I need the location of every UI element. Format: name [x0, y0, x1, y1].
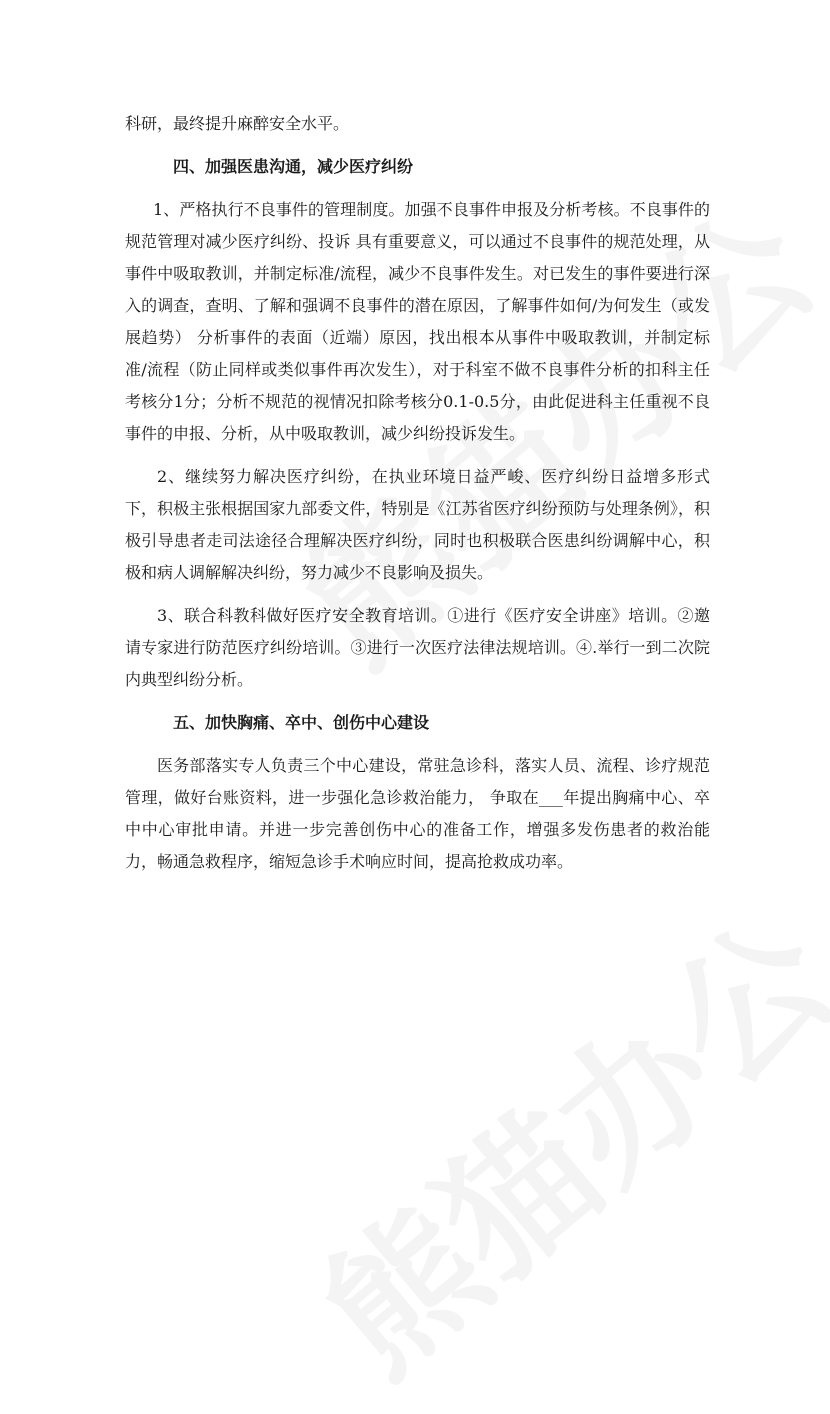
watermark: [271, 862, 830, 1413]
section-4-paragraph-3: 3、联合科教科做好医疗安全教育培训。①进行《医疗安全讲座》培训。②邀请专家进行防范医疗纠纷培训。③进行一次医疗法律法规培训。④.举行一到二次院内典型纠纷分析。: [125, 606, 710, 689]
section-4-paragraph-2: 2、继续努力解决医疗纠纷，在执业环境日益严峻、医疗纠纷日益增多形式下，积极主张根据国家九部委文件，特别是《江苏省医疗纠纷预防与处理条例》，积极引导患者走司法途径合理解决医疗纠纷，同时也积极联合医患纠纷调解中心，积极和病人调解解决纠纷，努力减少不良影响及损失。: [125, 467, 710, 582]
section-5-heading: 五、加快胸痛、卒中、创伤中心建设: [173, 713, 430, 732]
section-5-paragraph-1: 医务部落实专人负责三个中心建设，常驻急诊科，落实人员、流程、诊疗规范管理，做好台账资料，进一步强化急诊救治能力， 争取在___年提出胸痛中心、卒中中心审批申请。并进一步完善创伤中心的准备工作，增强多发伤患者的救治能力，畅通急救程序，缩短急诊手术响应时间，提高抢救成功率。: [125, 756, 710, 871]
section-4-heading: 四、加强医患沟通，减少医疗纠纷: [173, 157, 414, 176]
intro-tail-paragraph: 科研，最终提升麻醉安全水平。: [125, 114, 350, 133]
document-page: [125, 108, 710, 878]
section-4-paragraph-1: 1、严格执行不良事件的管理制度。加强不良事件申报及分析考核。不良事件的规范管理对减少医疗纠纷、投诉 具有重要意义，可以通过不良事件的规范处理，从事件中吸取教训，并制定标准/流程，减少不良事件发生。对已发生的事件要进行深入的调查，查明、了解和强调不良事件的潜在原因，了解事件如何/为何发生（或发展趋势） 分析事件的表面（近端）原因，找出根本从事件中吸取教训，并制定标准/流程（防止同样或类似事件再次发生），对于科室不做不良事件分析的扣科主任考核分1分；分析不规范的视情况扣除考核分0.1-0.5分，由此促进科主任重视不良事件的申报、分析，从中吸取教训，减少纠纷投诉发生。: [125, 200, 710, 443]
